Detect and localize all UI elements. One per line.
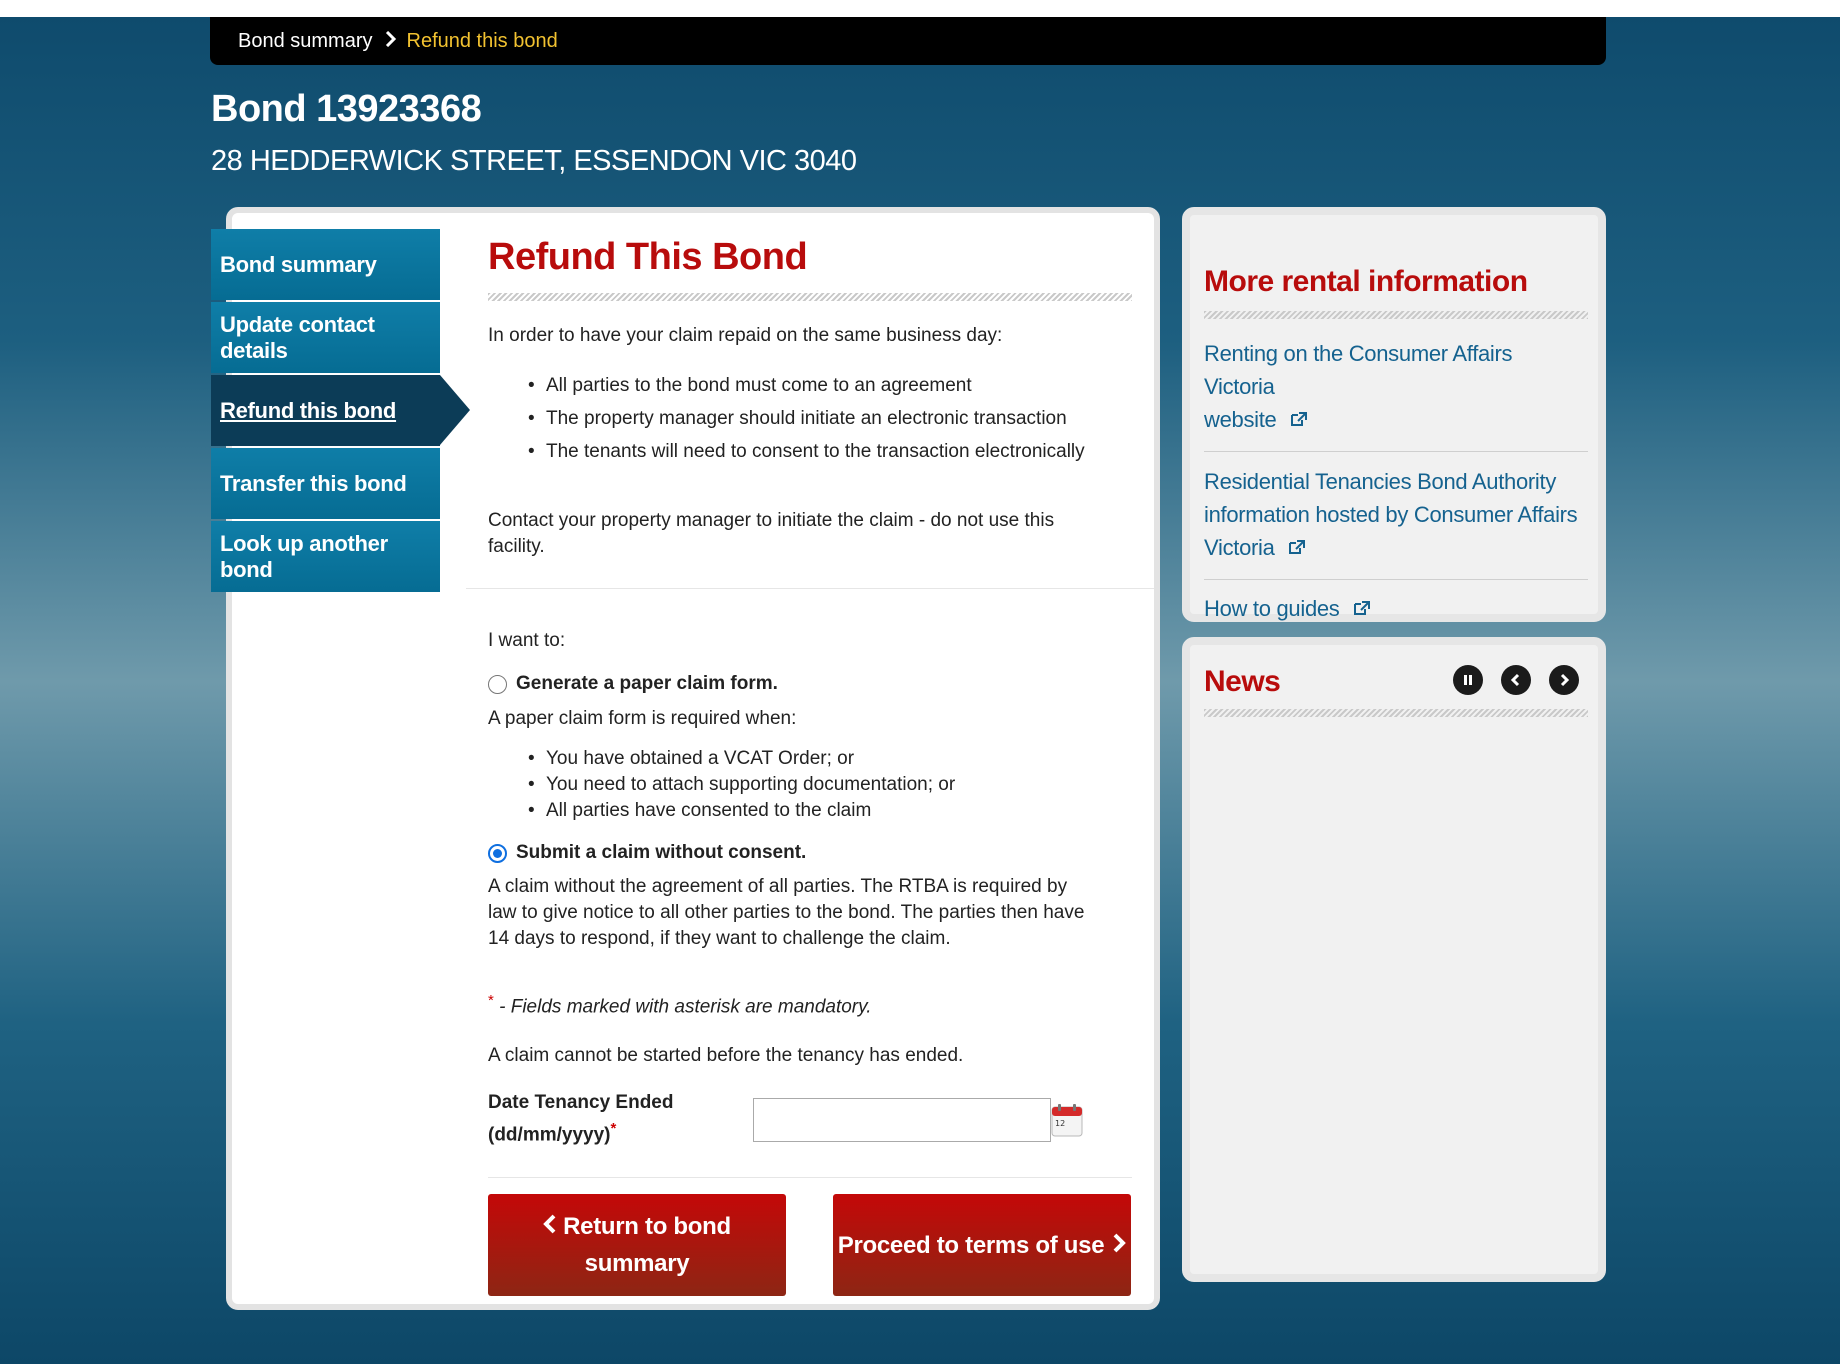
nav-item-look-up-another-bond[interactable]: Look up another bond [211,521,440,592]
pause-icon [1462,674,1474,686]
proceed-to-terms-button[interactable] [833,1194,1131,1296]
intro-list [488,369,1132,468]
paper-claim-list [488,746,955,824]
radio-paper-claim-label[interactable]: Generate a paper claim form. [516,673,778,694]
dotted-divider [1204,709,1588,717]
rental-info-card [1182,207,1606,622]
link-separator [1204,579,1588,580]
list-item: • The tenants will need to consent to the transaction electronically [528,435,1132,468]
bond-address: 28 HEDDERWICK STREET, ESSENDON VIC 3040 [211,145,857,177]
claim-note: A claim cannot be started before the tenancy has ended. [488,1045,964,1066]
section-divider [466,588,1154,589]
chevron-right-icon [1112,1227,1126,1264]
description-line: 14 days to respond, if they want to challenge the claim. [488,928,951,949]
contact-note-line: facility. [488,536,545,557]
link-text[interactable]: website [1204,407,1277,432]
breadcrumb-home-link[interactable]: Bond summary [238,29,373,52]
calendar-day: 12 [1055,1119,1066,1128]
chevron-right-icon [1558,673,1570,687]
button-label: Proceed to terms of use [837,1231,1105,1259]
nav-item-refund-this-bond[interactable]: Refund this bond [211,375,440,446]
mandatory-note [488,992,872,1018]
link-how-to-guides[interactable] [1204,592,1588,625]
date-label-line: Date Tenancy Ended [488,1092,674,1113]
intro-text: In order to have your claim repaid on the same business day: [488,325,1003,346]
external-link-icon [1290,403,1308,436]
radio-option-without-consent[interactable] [488,842,806,864]
description-line: law to give notice to all other parties to the bond. The parties then have [488,902,1085,923]
contact-note-line: Contact your property manager to initiate the claim - do not use this [488,510,1055,531]
radio-paper-claim[interactable] [488,675,507,694]
previous-button[interactable] [1501,665,1531,695]
chevron-left-icon [543,1208,557,1245]
rental-info-title: More rental information [1204,265,1528,298]
pause-button[interactable] [1453,665,1483,695]
asterisk-marker: * [488,992,494,1009]
want-label: I want to: [488,630,566,651]
without-consent-description [488,874,1084,952]
date-tenancy-ended-input[interactable] [753,1098,1051,1142]
link-text[interactable]: information hosted by Consumer Affairs [1204,502,1578,527]
description-line: A claim without the agreement of all parties. The RTBA is required by [488,876,1068,897]
date-label-format: (dd/mm/yyyy) [488,1124,611,1146]
paper-claim-description: A paper claim form is required when: [488,708,797,729]
link-text[interactable]: Residential Tenancies Bond Authority [1204,469,1557,494]
return-to-bond-summary-button[interactable] [488,1194,786,1296]
list-item: • All parties to the bond must come to an agreement [528,369,1132,402]
next-button[interactable] [1549,665,1579,695]
news-card [1182,637,1606,1282]
page-title: Bond 13923368 [211,88,482,130]
news-title: News [1204,665,1281,698]
list-item: • The property manager should initiate an electronic transaction [528,402,1132,435]
date-tenancy-ended-label [488,1090,673,1148]
section-heading: Refund This Bond [488,236,808,278]
dotted-divider [1204,311,1588,319]
list-item: • You need to attach supporting documentation; or [528,772,955,798]
radio-option-paper-claim[interactable] [488,673,778,695]
side-navigation [211,229,471,594]
link-separator [1204,451,1588,452]
breadcrumb [210,17,1606,65]
dotted-divider [488,293,1132,301]
link-text[interactable]: Renting on the Consumer Affairs Victoria [1204,341,1513,399]
chevron-left-icon [1510,673,1522,687]
list-item: • You have obtained a VCAT Order; or [528,746,955,772]
radio-without-consent[interactable] [488,844,507,863]
external-link-icon [1288,531,1306,564]
link-text[interactable]: How to guides [1204,596,1340,621]
mandatory-note-text: - Fields marked with asterisk are mandatory. [493,996,872,1018]
button-label: summary [584,1250,690,1277]
top-strip [0,0,1840,17]
nav-item-bond-summary[interactable]: Bond summary [211,229,440,300]
asterisk-marker: * [610,1120,617,1137]
form-divider [488,1177,1132,1178]
nav-item-update-contact-details[interactable]: Update contact details [211,302,440,373]
refund-intro-section [488,236,1132,560]
link-rtba-information[interactable] [1204,465,1588,564]
chevron-right-icon [385,31,397,52]
calendar-icon[interactable] [1051,1103,1083,1137]
link-text[interactable]: Victoria [1204,535,1275,560]
contact-note [488,508,1132,560]
button-label: Return to bond [563,1213,731,1240]
external-link-icon [1353,592,1371,625]
nav-item-transfer-this-bond[interactable]: Transfer this bond [211,448,440,519]
link-consumer-affairs-website[interactable] [1204,337,1588,436]
radio-without-consent-label[interactable]: Submit a claim without consent. [516,842,807,863]
breadcrumb-current: Refund this bond [406,29,558,52]
list-item: • All parties have consented to the claim [528,798,955,824]
